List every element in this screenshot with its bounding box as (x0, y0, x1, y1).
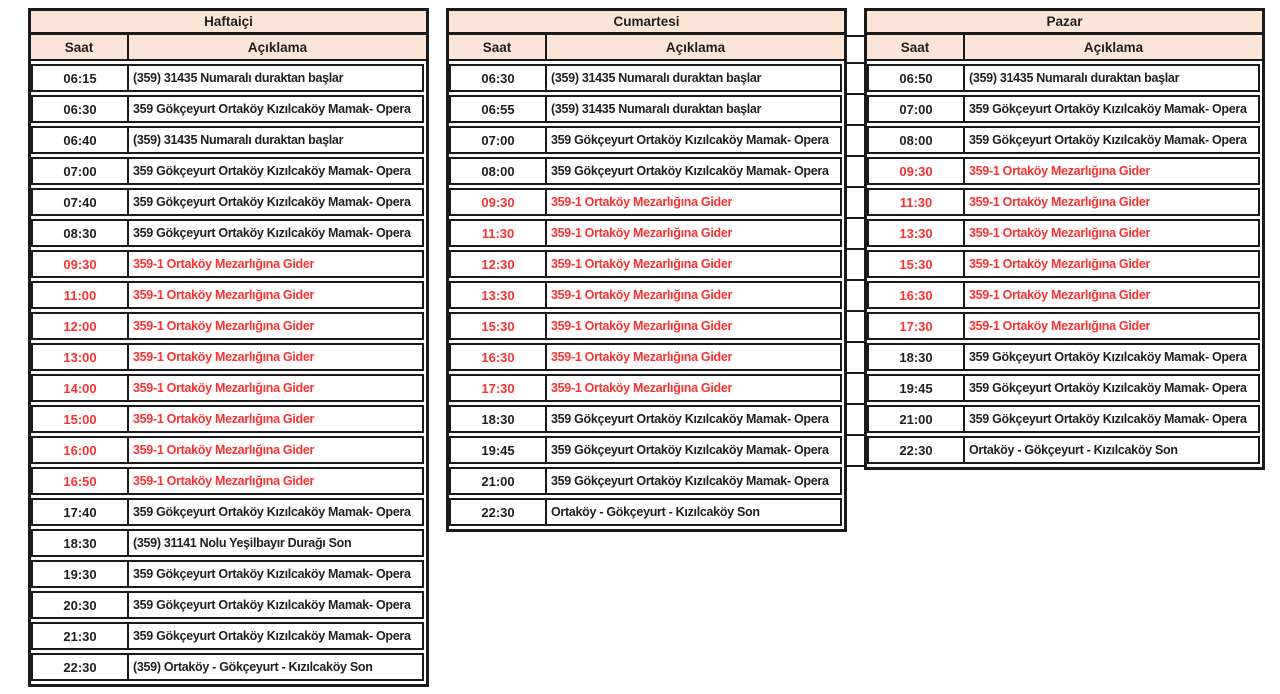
description-cell: (359) 31435 Numaralı duraktan başlar (551, 102, 762, 116)
description-cell: 359 Gökçeyurt Ortaköy Kızılcaköy Mamak- Opera (551, 133, 829, 147)
description-cell: 359-1 Ortaköy Mezarlığına Gider (133, 319, 315, 333)
description-cell: Ortaköy - Gökçeyurt - Kızılcaköy Son (551, 505, 760, 519)
schedule-row (867, 405, 1260, 433)
schedule-row (449, 157, 842, 185)
schedule-row (31, 281, 424, 309)
description-column-header: Açıklama (247, 39, 308, 55)
description-cell: 359-1 Ortaköy Mezarlığına Gider (133, 288, 315, 302)
schedule-row (867, 64, 1260, 92)
schedule-row (867, 219, 1260, 247)
time-cell: 12:00 (33, 314, 129, 338)
schedule-row (867, 126, 1260, 154)
time-cell: 06:55 (451, 97, 547, 121)
time-cell: 21:30 (33, 624, 129, 648)
time-cell: 09:30 (869, 159, 965, 183)
time-cell: 16:30 (869, 283, 965, 307)
description-cell: 359-1 Ortaköy Mezarlığına Gider (551, 381, 733, 395)
time-cell: 17:40 (33, 500, 129, 524)
grid-line (847, 281, 864, 312)
grid-line (847, 95, 864, 126)
grid-line (847, 436, 864, 467)
table-title-sunday: Pazar (867, 11, 1262, 35)
schedule-row (449, 281, 842, 309)
description-column-header: Açıklama (1083, 39, 1144, 55)
description-cell: 359-1 Ortaköy Mezarlığına Gider (551, 319, 733, 333)
schedule-row (31, 157, 424, 185)
schedule-row (31, 64, 424, 92)
description-cell: 359 Gökçeyurt Ortaköy Kızılcaköy Mamak- Opera (133, 164, 411, 178)
grid-line (847, 37, 864, 64)
time-cell: 07:00 (451, 128, 547, 152)
description-cell: 359 Gökçeyurt Ortaköy Kızılcaköy Mamak- Opera (133, 598, 411, 612)
schedule-row (449, 467, 842, 495)
grid-line (847, 250, 864, 281)
time-cell: 18:30 (869, 345, 965, 369)
schedule-row (449, 95, 842, 123)
time-cell: 18:30 (33, 531, 129, 555)
schedule-row (31, 653, 424, 681)
schedule-row (449, 126, 842, 154)
description-cell: 359 Gökçeyurt Ortaköy Kızılcaköy Mamak- Opera (969, 381, 1247, 395)
time-cell: 14:00 (33, 376, 129, 400)
description-cell: (359) 31141 Nolu Yeşilbayır Durağı Son (133, 536, 352, 550)
schedule-row (449, 219, 842, 247)
description-cell: 359 Gökçeyurt Ortaköy Kızılcaköy Mamak- Opera (551, 443, 829, 457)
schedule-row (31, 95, 424, 123)
time-cell: 15:30 (869, 252, 965, 276)
description-cell: 359 Gökçeyurt Ortaköy Kızılcaköy Mamak- Opera (551, 474, 829, 488)
schedule-row (867, 312, 1260, 340)
grid-line (847, 374, 864, 405)
schedule-row (867, 343, 1260, 371)
description-cell: (359) 31435 Numaralı duraktan başlar (551, 71, 762, 85)
description-cell: 359 Gökçeyurt Ortaköy Kızılcaköy Mamak- Opera (133, 629, 411, 643)
time-column-header: Saat (31, 35, 129, 59)
grid-line (847, 157, 864, 188)
weekday-schedule-table (28, 8, 429, 687)
schedule-row (31, 250, 424, 278)
schedule-row (31, 622, 424, 650)
description-cell: 359-1 Ortaköy Mezarlığına Gider (551, 288, 733, 302)
time-cell: 06:15 (33, 66, 129, 90)
description-cell: (359) 31435 Numaralı duraktan başlar (133, 71, 344, 85)
description-cell: 359-1 Ortaköy Mezarlığına Gider (551, 350, 733, 364)
time-cell: 15:30 (451, 314, 547, 338)
time-cell: 11:30 (451, 221, 547, 245)
description-cell: 359-1 Ortaköy Mezarlığına Gider (551, 226, 733, 240)
schedule-rows (867, 64, 1262, 467)
time-column-header: Saat (867, 35, 965, 59)
schedule-row (449, 312, 842, 340)
schedule-row (31, 498, 424, 526)
time-cell: 11:00 (33, 283, 129, 307)
grid-line (847, 405, 864, 436)
time-cell: 16:30 (451, 345, 547, 369)
saturday-schedule-table (446, 8, 847, 532)
schedule-row (31, 436, 424, 464)
schedule-row (867, 188, 1260, 216)
description-cell: 359 Gökçeyurt Ortaköy Kızılcaköy Mamak- Opera (551, 164, 829, 178)
schedule-row (31, 560, 424, 588)
schedule-row (867, 157, 1260, 185)
description-cell: 359-1 Ortaköy Mezarlığına Gider (969, 164, 1151, 178)
description-cell: 359-1 Ortaköy Mezarlığına Gider (133, 412, 315, 426)
time-cell: 08:00 (451, 159, 547, 183)
grid-connector-lines (847, 8, 864, 467)
time-cell: 21:00 (451, 469, 547, 493)
time-cell: 06:50 (869, 66, 965, 90)
schedule-row (31, 126, 424, 154)
time-cell: 06:40 (33, 128, 129, 152)
schedule-row (449, 250, 842, 278)
time-cell: 22:30 (451, 500, 547, 524)
description-cell: 359-1 Ortaköy Mezarlığına Gider (969, 226, 1151, 240)
schedule-row (449, 64, 842, 92)
description-cell: 359-1 Ortaköy Mezarlığına Gider (969, 288, 1151, 302)
grid-line (847, 64, 864, 95)
schedule-row (31, 467, 424, 495)
description-cell: (359) Ortaköy - Gökçeyurt - Kızılcaköy Son (133, 660, 373, 674)
time-cell: 13:30 (451, 283, 547, 307)
description-cell: 359 Gökçeyurt Ortaköy Kızılcaköy Mamak- Opera (969, 350, 1247, 364)
description-cell: 359-1 Ortaköy Mezarlığına Gider (133, 350, 315, 364)
schedule-row (867, 436, 1260, 464)
schedule-row (867, 374, 1260, 402)
time-cell: 11:30 (869, 190, 965, 214)
time-cell: 17:30 (869, 314, 965, 338)
description-cell: 359-1 Ortaköy Mezarlığına Gider (969, 257, 1151, 271)
description-cell: 359-1 Ortaköy Mezarlığına Gider (133, 474, 315, 488)
table-title-saturday: Cumartesi (449, 11, 844, 35)
description-cell: 359-1 Ortaköy Mezarlığına Gider (133, 257, 315, 271)
schedule-row (867, 250, 1260, 278)
schedule-row (31, 219, 424, 247)
time-cell: 06:30 (451, 66, 547, 90)
description-cell: 359 Gökçeyurt Ortaköy Kızılcaköy Mamak- Opera (133, 102, 411, 116)
schedule-row (449, 343, 842, 371)
time-cell: 19:30 (33, 562, 129, 586)
time-cell: 09:30 (33, 252, 129, 276)
description-cell: 359 Gökçeyurt Ortaköy Kızılcaköy Mamak- Opera (969, 133, 1247, 147)
schedule-row (867, 281, 1260, 309)
time-cell: 19:45 (869, 376, 965, 400)
schedule-board (28, 8, 1265, 687)
description-cell: (359) 31435 Numaralı duraktan başlar (969, 71, 1180, 85)
time-cell: 07:40 (33, 190, 129, 214)
schedule-row (449, 405, 842, 433)
time-cell: 13:30 (869, 221, 965, 245)
time-cell: 16:50 (33, 469, 129, 493)
time-cell: 13:00 (33, 345, 129, 369)
description-cell: 359-1 Ortaköy Mezarlığına Gider (133, 443, 315, 457)
time-cell: 12:30 (451, 252, 547, 276)
time-cell: 18:30 (451, 407, 547, 431)
time-cell: 07:00 (33, 159, 129, 183)
description-cell: 359 Gökçeyurt Ortaköy Kızılcaköy Mamak- Opera (133, 505, 411, 519)
description-cell: 359-1 Ortaköy Mezarlığına Gider (133, 381, 315, 395)
time-cell: 19:45 (451, 438, 547, 462)
time-cell: 09:30 (451, 190, 547, 214)
time-cell: 15:00 (33, 407, 129, 431)
time-cell: 16:00 (33, 438, 129, 462)
description-cell: 359 Gökçeyurt Ortaköy Kızılcaköy Mamak- Opera (551, 412, 829, 426)
description-cell: 359 Gökçeyurt Ortaköy Kızılcaköy Mamak- Opera (133, 226, 411, 240)
schedule-row (449, 436, 842, 464)
description-cell: 359 Gökçeyurt Ortaköy Kızılcaköy Mamak- Opera (133, 195, 411, 209)
schedule-row (31, 591, 424, 619)
time-cell: 21:00 (869, 407, 965, 431)
time-cell: 20:30 (33, 593, 129, 617)
grid-line (847, 188, 864, 219)
schedule-row (449, 498, 842, 526)
column-header-row (449, 35, 844, 61)
description-cell: 359-1 Ortaköy Mezarlığına Gider (969, 319, 1151, 333)
schedule-row (867, 95, 1260, 123)
grid-line (847, 219, 864, 250)
sunday-schedule-table (864, 8, 1265, 470)
description-cell: 359-1 Ortaköy Mezarlığına Gider (551, 257, 733, 271)
grid-line (847, 312, 864, 343)
description-cell: 359-1 Ortaköy Mezarlığına Gider (551, 195, 733, 209)
time-cell: 22:30 (869, 438, 965, 462)
description-cell: 359 Gökçeyurt Ortaköy Kızılcaköy Mamak- Opera (969, 412, 1247, 426)
grid-line (847, 8, 864, 37)
schedule-row (31, 312, 424, 340)
time-cell: 22:30 (33, 655, 129, 679)
time-cell: 17:30 (451, 376, 547, 400)
description-cell: 359 Gökçeyurt Ortaköy Kızılcaköy Mamak- Opera (133, 567, 411, 581)
table-title-weekday: Haftaiçi (31, 11, 426, 35)
schedule-row (31, 529, 424, 557)
schedule-row (31, 343, 424, 371)
schedule-row (31, 374, 424, 402)
schedule-rows (449, 64, 844, 529)
description-cell: Ortaköy - Gökçeyurt - Kızılcaköy Son (969, 443, 1178, 457)
schedule-row (449, 374, 842, 402)
column-header-row (867, 35, 1262, 61)
description-cell: 359-1 Ortaköy Mezarlığına Gider (969, 195, 1151, 209)
schedule-row (31, 188, 424, 216)
schedule-rows (31, 64, 426, 684)
grid-line (847, 343, 864, 374)
description-cell: 359 Gökçeyurt Ortaköy Kızılcaköy Mamak- Opera (969, 102, 1247, 116)
description-column-header: Açıklama (665, 39, 726, 55)
time-cell: 08:00 (869, 128, 965, 152)
schedule-row (449, 188, 842, 216)
time-cell: 06:30 (33, 97, 129, 121)
time-column-header: Saat (449, 35, 547, 59)
schedule-row (31, 405, 424, 433)
description-cell: (359) 31435 Numaralı duraktan başlar (133, 133, 344, 147)
time-cell: 08:30 (33, 221, 129, 245)
time-cell: 07:00 (869, 97, 965, 121)
column-header-row (31, 35, 426, 61)
grid-line (847, 126, 864, 157)
